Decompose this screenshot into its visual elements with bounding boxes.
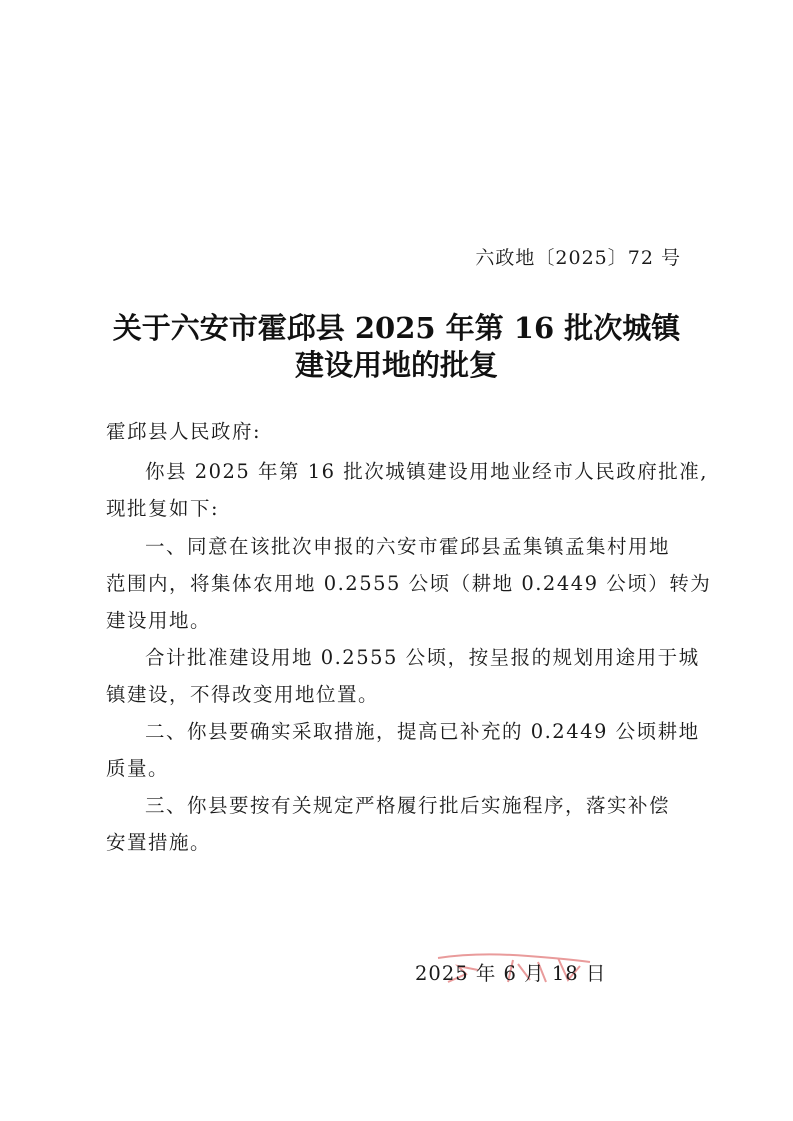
body-line: 镇建设，不得改变用地位置。 [106, 683, 380, 706]
body-line: 三、你县要按有关规定严格履行批后实施程序，落实补偿 [145, 794, 671, 817]
body-line: 质量。 [106, 757, 170, 780]
document-title-line-1: 关于六安市霍邱县 2025 年第 16 批次城镇 [112, 311, 681, 345]
body-line: 合计批准建设用地 0.2555 公顷，按呈报的规划用途用于城 [145, 646, 700, 669]
addressee: 霍邱县人民政府: [106, 420, 262, 443]
body-line: 建设用地。 [106, 609, 212, 632]
body-line: 范围内，将集体农用地 0.2555 公顷（耕地 0.2449 公顷）转为 [106, 572, 712, 595]
document-title-line-2: 建设用地的批复 [294, 348, 498, 382]
body-line: 安置措施。 [106, 831, 212, 854]
body-line: 一、同意在该批次申报的六安市霍邱县孟集镇孟集村用地 [145, 535, 671, 558]
body-line: 现批复如下: [106, 497, 220, 520]
signature-date: 2025 年 6 月 18 日 [415, 962, 607, 985]
body-line: 你县 2025 年第 16 批次城镇建设用地业经市人民政府批准, [145, 460, 708, 483]
body-line: 二、你县要确实采取措施，提高已补充的 0.2449 公顷耕地 [145, 720, 700, 743]
document-number: 六政地〔2025〕72 号 [475, 247, 681, 269]
